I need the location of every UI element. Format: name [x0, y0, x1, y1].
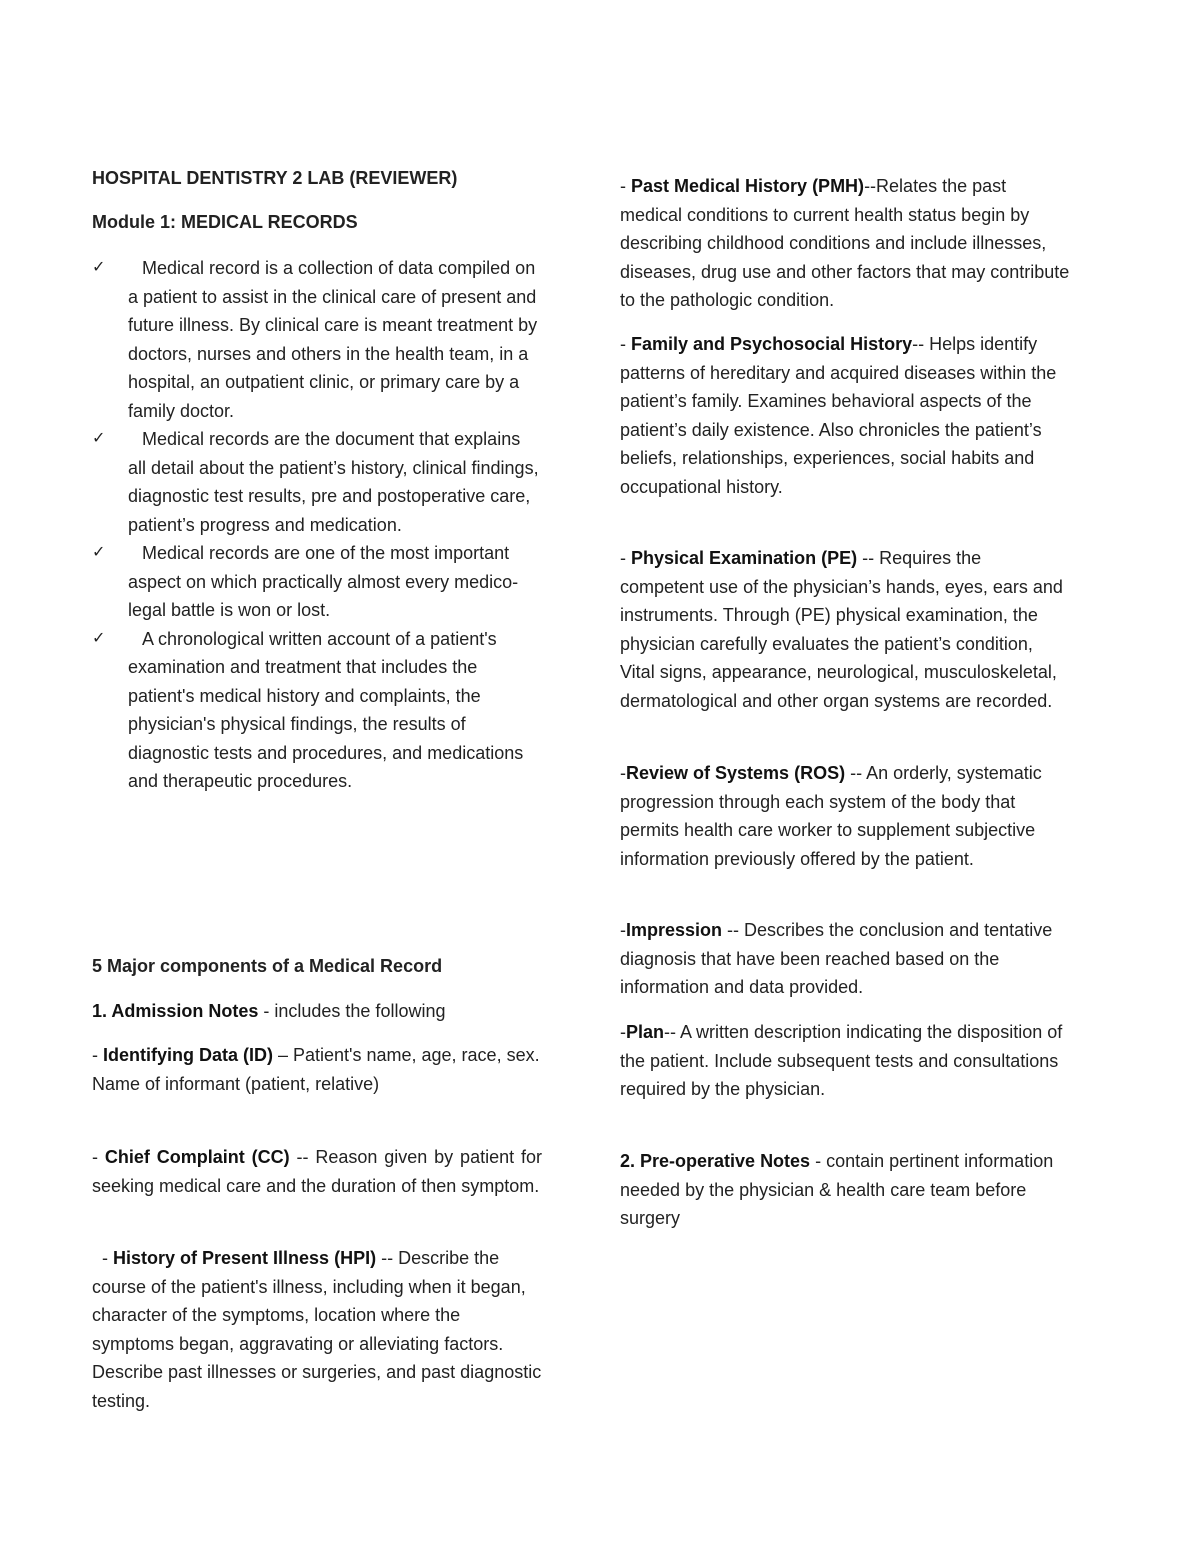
ros-label: Review of Systems (ROS) [626, 763, 846, 783]
plan-text: -- A written description indicating the disposition of the patient. Include subsequent tests and consultations required by the physician. [620, 1022, 1063, 1099]
list-item [92, 625, 542, 796]
bullet-dash: - [620, 763, 626, 783]
past-medical-history [620, 172, 1070, 315]
list-item [92, 539, 542, 625]
identifying-data-text: – Patient's name, age, race, sex. Name of informant (patient, relative) [92, 1045, 540, 1094]
pmh-label: Past Medical History (PMH) [631, 176, 865, 196]
module-heading: Module 1: MEDICAL RECORDS [92, 212, 358, 232]
preop-label: 2. Pre-operative Notes [620, 1151, 811, 1171]
admission-notes-text: - includes the following [258, 1001, 446, 1021]
chief-complaint-label: Chief Complaint (CC) [104, 1147, 290, 1167]
identifying-data-label: Identifying Data (ID) [103, 1045, 273, 1065]
impression-label: Impression [626, 920, 723, 940]
pe-label: Physical Examination (PE) [631, 548, 858, 568]
bullet-dash: - [92, 1045, 103, 1065]
components-heading: 5 Major components of a Medical Record [92, 956, 443, 976]
list-item [92, 425, 542, 539]
hpi-text: -- Describe the course of the patient's illness, including when it began, character of the symptoms, location where the symptoms began, aggravating or alleviating factors. Describe past illnesses or surgeries, and past diagnostic testing. [92, 1248, 542, 1411]
impression [620, 916, 1070, 1002]
family-history-text: -- Helps identify patterns of hereditary and acquired diseases within the patient’s family. Examines behavioral aspects of the patient’s daily existence. Also chronicles the patient’s beliefs, relationships, experiences, social habits and occupational history. [620, 334, 1057, 497]
list-item-text: Medical records are the document that explains all detail about the patient’s history, clinical findings, diagnostic test results, pre and postoperative care, patient’s progress and medication. [128, 429, 539, 535]
list-item-text: Medical record is a collection of data compiled on a patient to assist in the clinical care of present and future illness. By clinical care is meant treatment by doctors, nurses and others in the health team, in a hospital, an outpatient clinic, or primary care by a family doctor. [128, 258, 538, 421]
impression-text: -- Describes the conclusion and tentative diagnosis that have been reached based on the information and data provided. [620, 920, 1053, 997]
checkmark-icon: ✓ [92, 430, 106, 447]
preoperative-notes [620, 1147, 1070, 1233]
physical-examination [620, 544, 1070, 715]
bullet-dash: - [620, 176, 631, 196]
bullet-dash: - [620, 548, 631, 568]
list-item-text: Medical records are one of the most important aspect on which practically almost every medico-legal battle is won or lost. [128, 543, 519, 620]
hpi-label: History of Present Illness (HPI) [113, 1248, 377, 1268]
family-psychosocial-history [620, 330, 1070, 501]
list-item-text: A chronological written account of a patient's examination and treatment that includes the patient's medical history and complaints, the physician's physical findings, the results of diagnostic tests and procedures, and medications and therapeutic procedures. [128, 628, 524, 791]
checkmark-icon: ✓ [92, 259, 106, 276]
bullet-dash: - [620, 334, 631, 354]
checkmark-icon: ✓ [92, 544, 106, 561]
document-title: HOSPITAL DENTISTRY 2 LAB (REVIEWER) [92, 168, 458, 188]
bullet-dash: - [620, 1022, 626, 1042]
admission-notes [92, 997, 542, 1026]
checklist [92, 254, 542, 796]
admission-notes-label: 1. Admission Notes [92, 1001, 259, 1021]
bullet-dash: - [620, 920, 626, 940]
chief-complaint [92, 1143, 542, 1200]
list-item [92, 254, 542, 425]
family-history-label: Family and Psychosocial History [631, 334, 913, 354]
bullet-dash: - [92, 1248, 113, 1268]
identifying-data [92, 1041, 542, 1098]
plan-label: Plan [626, 1022, 665, 1042]
pe-text: -- Requires the competent use of the physician’s hands, eyes, ears and instruments. Through (PE) physical examination, the physician carefully evaluates the patient’s condition, Vital signs, appearance, neurological, musculoskeletal, dermatological and other organ systems are recorded. [620, 548, 1063, 711]
bullet-dash: - [92, 1147, 105, 1167]
preop-text: - contain pertinent information needed by the physician & health care team before surgery [620, 1151, 1054, 1228]
review-of-systems [620, 759, 1072, 873]
pmh-text: --Relates the past medical conditions to current health status begin by describing childhood conditions and include illnesses, diseases, drug use and other factors that may contribute to the pathologic condition. [620, 176, 1070, 310]
plan [620, 1018, 1070, 1104]
history-present-illness [92, 1244, 542, 1415]
ros-text: -- An orderly, systematic progression through each system of the body that permits health care worker to supplement subjective information previously offered by the patient. [620, 763, 1042, 869]
checkmark-icon: ✓ [92, 629, 106, 647]
chief-complaint-text: -- Reason given by patient for seeking medical care and the duration of then symptom. [92, 1147, 542, 1196]
